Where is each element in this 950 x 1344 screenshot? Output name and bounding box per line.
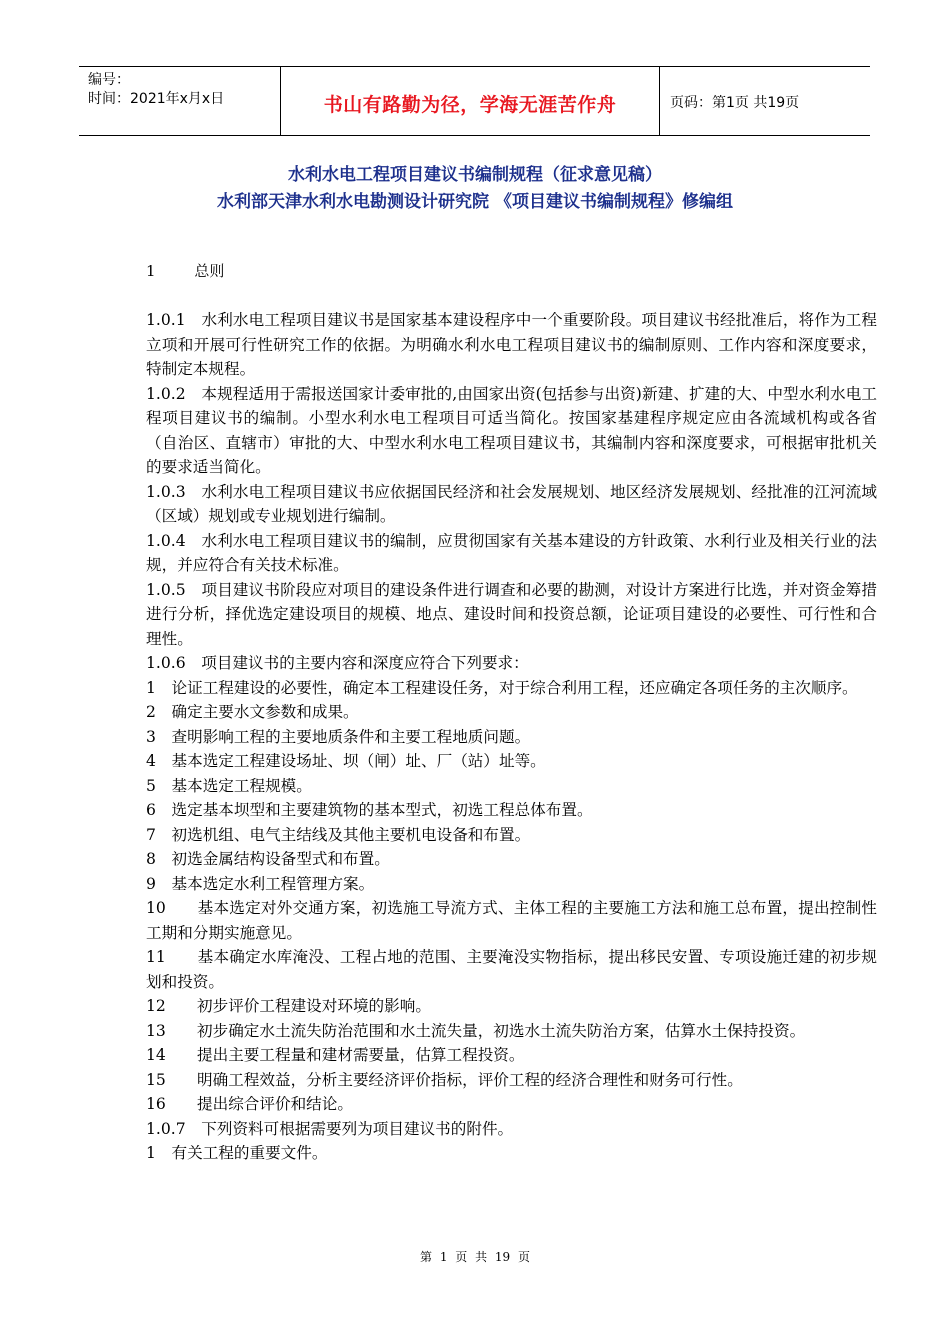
page-footer: 第 1 页 共 19 页 [420,1250,530,1264]
header-motto: 书山有路勤为径，学海无涯苦作舟 [281,67,660,135]
list-item: 5 基本选定工程规模。 [146,776,312,795]
section-number: 1 [146,262,156,280]
list-item: 16 提出综合评价和结论。 [146,1095,353,1113]
paragraph: 1.0.4 水利水电工程项目建议书的编制，应贯彻国家有关基本建设的方针政策、水利行业及相关行业的法规，并应符合有关技术标准。 [146,531,877,574]
list-item: 13 初步确定水土流失防治范围和水土流失量，初选水土流失防治方案，估算水土保持投资。 [146,1021,806,1040]
list-item: 4 基本选定工程建设场址、坝（闸）址、厂（站）址等。 [146,752,546,770]
list-item: 7 初选机组、电气主结线及其他主要机电设备和布置。 [146,825,531,844]
list-item: 2 确定主要水文参数和成果。 [146,703,359,721]
document-title: 水利水电工程项目建议书编制规程（征求意见稿） [288,165,662,185]
paragraph: 1.0.3 水利水电工程项目建议书应依据国民经济和社会发展规划、地区经济发展规划、经批准的江河流域（区域）规划或专业规划进行编制。 [146,482,877,525]
paragraph: 1.0.7 下列资料可根据需要列为项目建议书的附件。 [146,1119,514,1138]
section-name: 总则 [194,262,225,280]
list-item: 12 初步评价工程建设对环境的影响。 [146,997,431,1015]
list-item: 15 明确工程效益，分析主要经济评价指标，评价工程的经济合理性和财务可行性。 [146,1070,743,1089]
list-item: 11 基本确定水库淹没、工程占地的范围、主要淹没实物指标，提出移民安置、专项设施迁建的初步规划和投资。 [146,948,877,991]
list-item: 1 有关工程的重要文件。 [146,1144,328,1162]
list-item: 1 论证工程建设的必要性，确定本工程建设任务，对于综合利用工程，还应确定各项任务的主次顺序。 [146,678,858,697]
list-item: 6 选定基本坝型和主要建筑物的基本型式，初选工程总体布置。 [146,801,593,819]
page-header [79,66,870,136]
document-body [146,308,877,1166]
serial-number-label: 编号： [88,72,130,88]
date-label: 时间：2021年x月x日 [88,91,225,107]
list-item: 8 初选金属结构设备型式和布置。 [146,850,390,868]
paragraph: 1.0.5 项目建议书阶段应对项目的建设条件进行调查和必要的勘测，对设计方案进行比选，并对资金筹措进行分析，择优选定建设项目的规模、地点、建设时间和投资总额，论证项目建设的必要性、可行性和合理性。 [146,580,877,648]
section-heading [146,260,224,281]
list-item: 10 基本选定对外交通方案，初选施工导流方式、主体工程的主要施工方法和施工总布置，提出控制性工期和分期实施意见。 [146,899,877,942]
document-subtitle: 水利部天津水利水电勘测设计研究院 《项目建议书编制规程》修编组 [217,192,733,212]
list-item: 14 提出主要工程量和建材需要量，估算工程投资。 [146,1046,525,1064]
header-page-info: 页码：第1页 共19页 [670,95,800,111]
paragraph: 1.0.2 本规程适用于需报送国家计委审批的,由国家出资(包括参与出资)新建、扩建的大、中型水利水电工程项目建议书的编制。小型水利水电工程项目可适当简化。按国家基建程序规定应由各流域机构或各省（自治区、直辖市）审批的大、中型水利水电工程项目建议书，其编制内容和深度要求，可根据审批机关的要求适当简化。 [146,384,877,476]
paragraph: 1.0.1 水利水电工程项目建议书是国家基本建设程序中一个重要阶段。项目建议书经批准后，将作为工程立项和开展可行性研究工作的依据。为明确水利水电工程项目建议书的编制原则、工作内容和深度要求，特制定本规程。 [146,311,877,378]
header-meta-cell [79,67,281,135]
list-item: 9 基本选定水利工程管理方案。 [146,874,375,893]
list-item: 3 查明影响工程的主要地质条件和主要工程地质问题。 [146,727,531,746]
paragraph: 1.0.6 项目建议书的主要内容和深度应符合下列要求： [146,654,529,672]
